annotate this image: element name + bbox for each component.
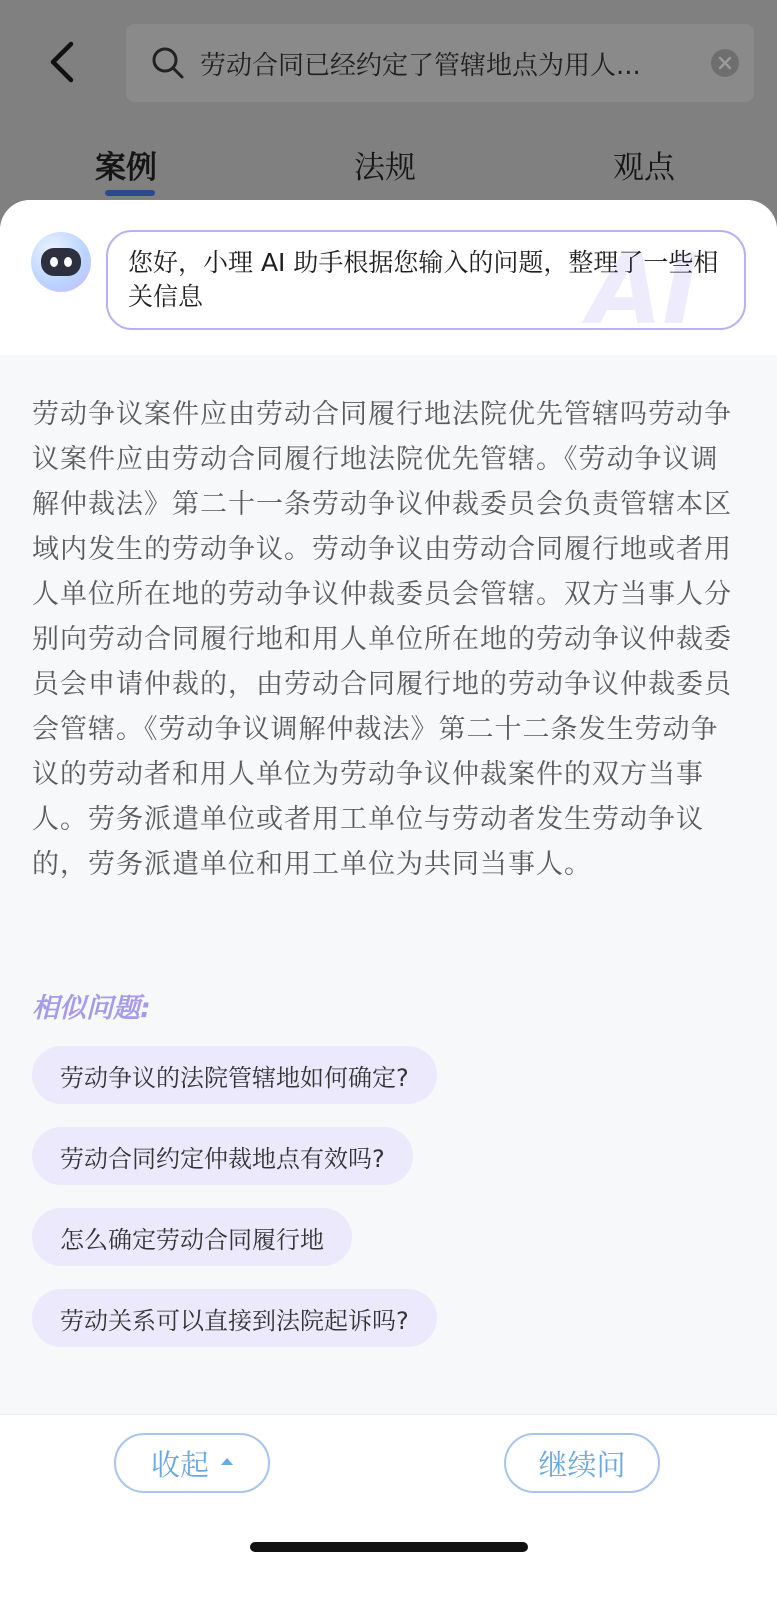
home-indicator[interactable] — [250, 1542, 528, 1552]
tab-cases[interactable]: 案例 — [95, 150, 157, 186]
back-button[interactable] — [36, 36, 88, 88]
collapse-button[interactable] — [114, 1433, 270, 1493]
collapse-label: 收起 — [150, 1447, 209, 1482]
similar-question-chip[interactable]: 劳动合同约定仲裁地点有效吗? — [32, 1127, 413, 1185]
active-tab-indicator — [105, 190, 155, 196]
similar-question-chip[interactable]: 怎么确定劳动合同履行地 — [32, 1208, 352, 1266]
answer-text: 劳动争议案件应由劳动合同履行地法院优先管辖吗劳动争议案件应由劳动合同履行地法院优先管辖。《劳动争议调解仲裁法》第二十一条劳动争议仲裁委员会负责管辖本区域内发生的劳动争议。劳动争议由劳动合同履行地或者用人单位所在地的劳动争议仲裁委员会管辖。双方当事人分别向劳动合同履行地和用人单位所在地的劳动争议仲裁委员会申请仲裁的，由劳动合同履行地的劳动争议仲裁委员会管辖。《劳动争议调解仲裁法》第二十二条发生劳动争议的劳动者和用人单位为劳动争议仲裁案件的双方当事人。劳务派遣单位或者用工单位与劳动者发生劳动争议的，劳务派遣单位和用工单位为共同当事人。 — [32, 399, 732, 880]
robot-avatar-icon — [31, 232, 91, 292]
assistant-header — [0, 200, 777, 355]
chevron-left-icon — [47, 40, 77, 84]
caret-up-icon — [221, 1458, 233, 1465]
continue-ask-label: 继续问 — [538, 1447, 626, 1482]
search-icon — [150, 45, 186, 81]
similar-question-chip[interactable]: 劳动争议的法院管辖地如何确定? — [32, 1046, 437, 1104]
assistant-greeting: 您好，小理 AI 助手根据您输入的问题，整理了一些相关信息 — [128, 248, 719, 311]
similar-question-chip[interactable]: 劳动关系可以直接到法院起诉吗? — [32, 1289, 437, 1347]
continue-ask-button[interactable] — [504, 1433, 660, 1493]
robot-face-icon — [39, 244, 83, 280]
search-query-text: 劳动合同已经约定了管辖地点为用人... — [200, 50, 641, 81]
clear-icon[interactable] — [710, 48, 740, 78]
ai-answer-sheet — [0, 200, 777, 1600]
tab-bar — [0, 130, 777, 210]
search-bar[interactable] — [126, 24, 754, 102]
ai-watermark: AI — [587, 234, 698, 330]
tab-regulations[interactable]: 法规 — [354, 150, 416, 186]
tab-opinions[interactable]: 观点 — [613, 150, 675, 186]
sheet-footer — [0, 1414, 777, 1600]
page-header — [0, 0, 777, 230]
assistant-greeting-bubble — [106, 230, 746, 330]
similar-questions-title: 相似问题: — [32, 993, 151, 1024]
